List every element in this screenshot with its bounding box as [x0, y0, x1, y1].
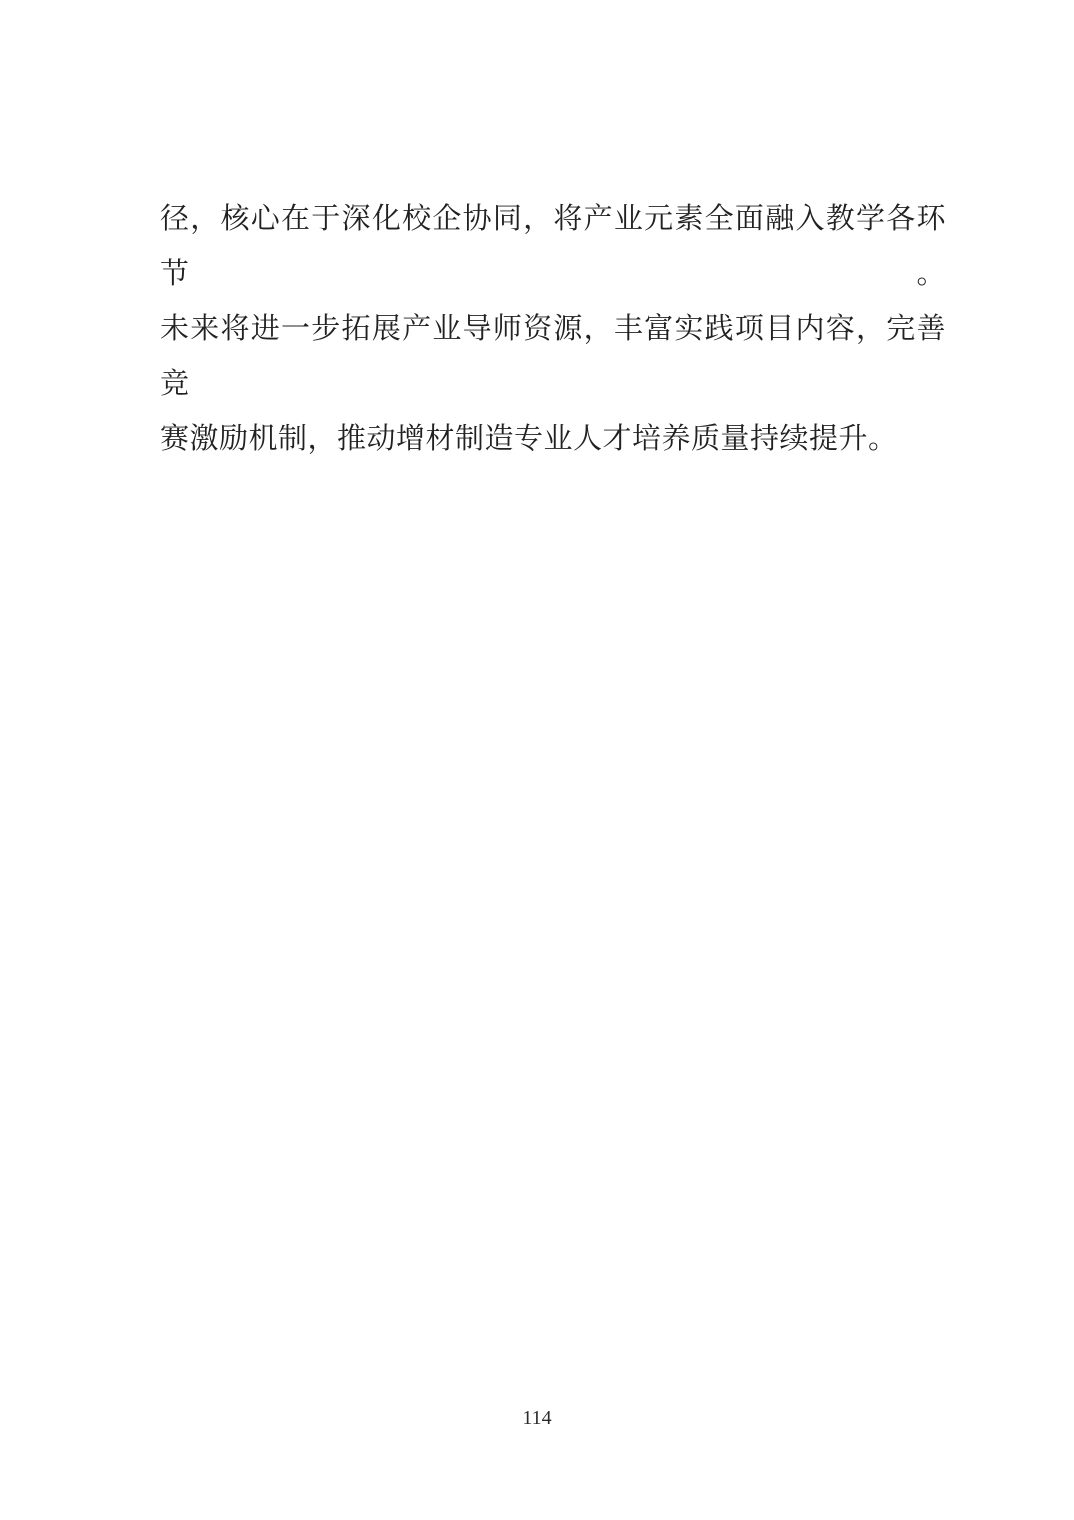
- paragraph-line-2: 未来将进一步拓展产业导师资源，丰富实践项目内容，完善竞: [160, 313, 946, 400]
- paragraph-line-3: 赛激励机制，推动增材制造专业人才培养质量持续提升。: [160, 423, 898, 455]
- paragraph-line-1: 径，核心在于深化校企协同，将产业元素全面融入教学各环节。: [160, 203, 946, 290]
- page-number: 114: [522, 1407, 552, 1429]
- body-text-paragraph: [160, 192, 946, 467]
